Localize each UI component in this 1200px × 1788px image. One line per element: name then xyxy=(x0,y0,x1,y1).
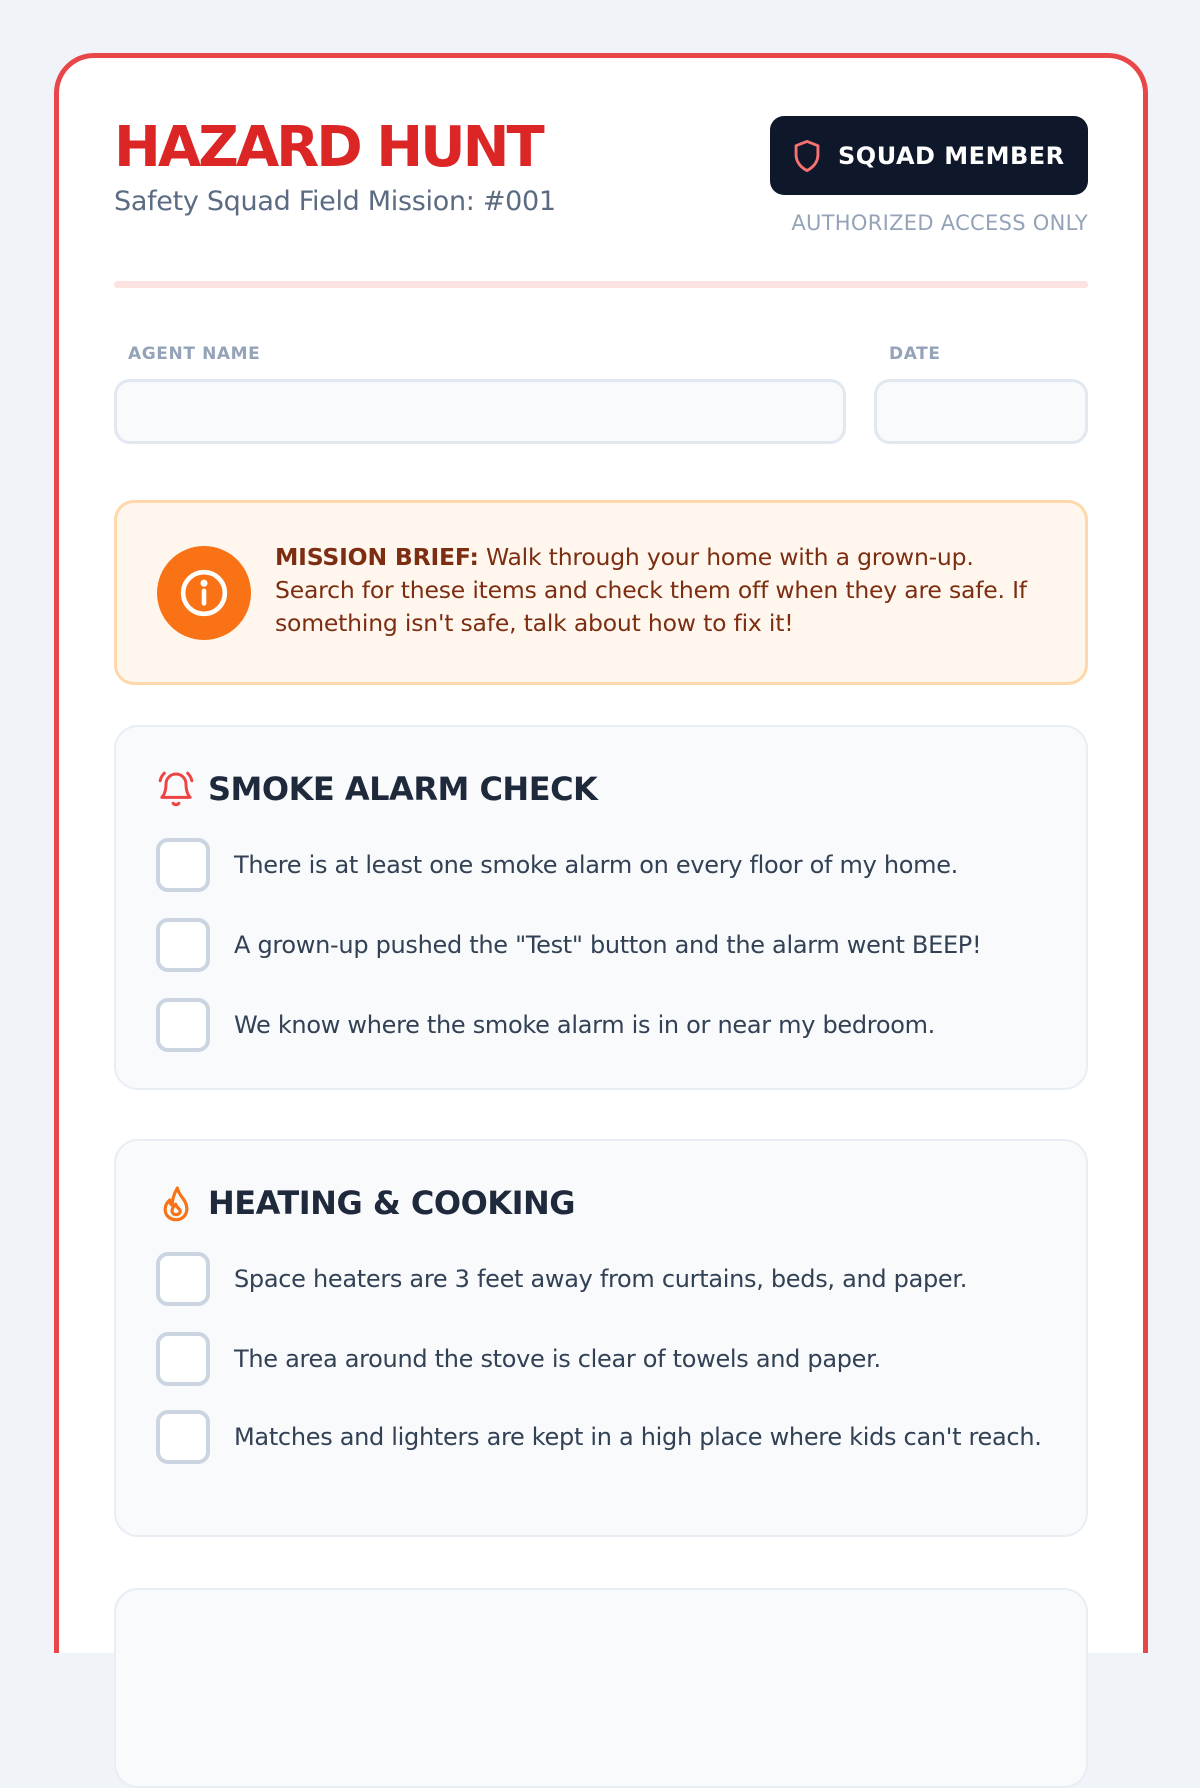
checkbox[interactable] xyxy=(156,1252,210,1306)
heating-cooking-section xyxy=(114,1139,1088,1537)
squad-member-badge[interactable] xyxy=(770,116,1088,195)
checkbox[interactable] xyxy=(156,1410,210,1464)
checklist-item[interactable] xyxy=(156,1332,1056,1386)
checklist-item[interactable] xyxy=(156,1410,1056,1464)
date-label: DATE xyxy=(889,344,941,364)
mission-card xyxy=(54,53,1148,1653)
info-icon xyxy=(157,546,251,640)
date-input[interactable] xyxy=(874,379,1088,444)
mission-subtitle: Safety Squad Field Mission: #001 xyxy=(114,186,556,217)
page-title: HAZARD HUNT xyxy=(114,115,542,180)
checkbox[interactable] xyxy=(156,998,210,1052)
flame-icon xyxy=(156,1183,196,1223)
mission-brief xyxy=(114,500,1088,685)
checkbox[interactable] xyxy=(156,838,210,892)
agent-name-label: AGENT NAME xyxy=(128,344,261,364)
checklist-item[interactable] xyxy=(156,918,1056,972)
header-divider xyxy=(114,281,1088,288)
badge-label: SQUAD MEMBER xyxy=(838,141,1065,170)
item-label: There is at least one smoke alarm on every floor of my home. xyxy=(234,851,959,879)
item-label: The area around the stove is clear of towels and paper. xyxy=(234,1345,881,1373)
item-label: Space heaters are 3 feet away from curtains, beds, and paper. xyxy=(234,1265,968,1293)
checkbox[interactable] xyxy=(156,1332,210,1386)
section-title: SMOKE ALARM CHECK xyxy=(208,770,598,808)
brief-lead: MISSION BRIEF: xyxy=(275,543,479,571)
item-label: A grown-up pushed the "Test" button and the alarm went BEEP! xyxy=(234,931,982,959)
checklist-item[interactable] xyxy=(156,838,1056,892)
item-label: We know where the smoke alarm is in or near my bedroom. xyxy=(234,1011,935,1039)
item-label: Matches and lighters are kept in a high place where kids can't reach. xyxy=(234,1423,1042,1451)
access-note: AUTHORIZED ACCESS ONLY xyxy=(791,211,1088,235)
brief-text xyxy=(275,541,1055,640)
next-section xyxy=(114,1588,1088,1788)
checklist-item[interactable] xyxy=(156,1252,1056,1306)
bell-icon xyxy=(156,769,196,809)
section-title: HEATING & COOKING xyxy=(208,1184,576,1222)
smoke-alarm-section xyxy=(114,725,1088,1090)
checkbox[interactable] xyxy=(156,918,210,972)
checklist-item[interactable] xyxy=(156,998,1056,1052)
shield-icon xyxy=(792,139,822,173)
brief-body: Walk through your home with a grown-up. Search for these items and check them off when they are safe. If something isn't safe, talk about how to fix it! xyxy=(275,543,1027,637)
agent-name-input[interactable] xyxy=(114,379,846,444)
